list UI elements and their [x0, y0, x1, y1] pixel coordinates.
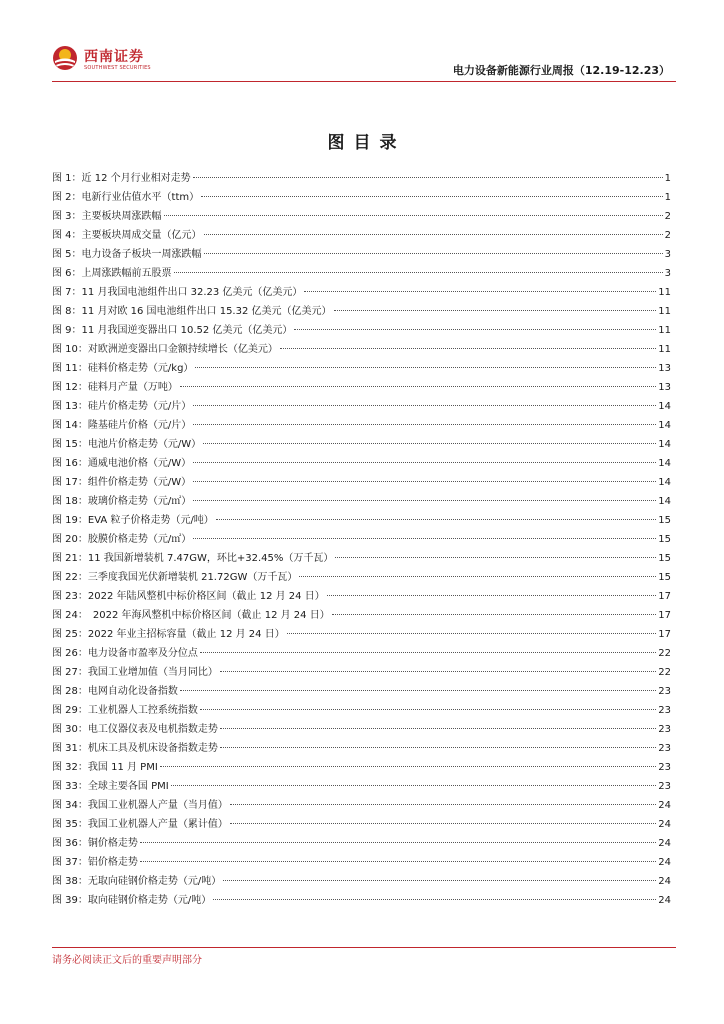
toc-dot-leader: [174, 272, 663, 273]
toc-entry[interactable]: [52, 815, 671, 834]
toc-entry-page: 2: [664, 230, 671, 241]
sun-logo-icon: [52, 45, 78, 71]
toc-entry-label: 图 2：电新行业估值水平（ttm）: [52, 192, 200, 203]
toc-entry-label: 图 8：11 月对欧 16 国电池组件出口 15.32 亿美元（亿美元）: [52, 306, 332, 317]
toc-dot-leader: [164, 215, 663, 216]
toc-entry[interactable]: [52, 207, 671, 226]
toc-entry-page: 11: [658, 344, 671, 355]
toc-dot-leader: [299, 576, 656, 577]
toc-entry-label: 图 23：2022 年陆风整机中标价格区间（截止 12 月 24 日）: [52, 591, 325, 602]
toc-dot-leader: [180, 386, 656, 387]
toc-entry[interactable]: [52, 568, 671, 587]
toc-entry-label: 图 7：11 月我国电池组件出口 32.23 亿美元（亿美元）: [52, 287, 303, 298]
toc-entry-label: 图 35：我国工业机器人产量（累计值）: [52, 819, 228, 830]
toc-entry-label: 图 14：隆基硅片价格（元/片）: [52, 420, 192, 431]
footer-disclaimer: 请务必阅读正文后的重要声明部分: [52, 955, 202, 966]
toc-dot-leader: [140, 861, 656, 862]
toc-entry-label: 图 31：机床工具及机床设备指数走势: [52, 743, 218, 754]
toc-dot-leader: [193, 424, 656, 425]
toc-entry-label: 图 18：玻璃价格走势（元/㎡）: [52, 496, 192, 507]
toc-entry-page: 23: [658, 781, 671, 792]
toc-entry-label: 图 25：2022 年业主招标容量（截止 12 月 24 日）: [52, 629, 285, 640]
toc-entry-page: 17: [658, 629, 671, 640]
toc-entry-page: 24: [658, 857, 671, 868]
page-header: [52, 40, 676, 80]
toc-entry[interactable]: [52, 625, 671, 644]
toc-dot-leader: [220, 728, 656, 729]
toc-entry[interactable]: [52, 872, 671, 891]
toc-entry-page: 24: [658, 838, 671, 849]
toc-entry[interactable]: [52, 245, 671, 264]
toc-dot-leader: [287, 633, 657, 634]
toc-entry-label: 图 11：硅料价格走势（元/kg）: [52, 363, 194, 374]
toc-entry[interactable]: [52, 283, 671, 302]
toc-dot-leader: [180, 690, 656, 691]
toc-entry[interactable]: [52, 454, 671, 473]
toc-entry[interactable]: [52, 302, 671, 321]
toc-entry[interactable]: [52, 796, 671, 815]
toc-entry-label: 图 30：电工仪器仪表及电机指数走势: [52, 724, 218, 735]
toc-entry-label: 图 4：主要板块周成交量（亿元）: [52, 230, 202, 241]
toc-entry-page: 11: [658, 325, 671, 336]
toc-dot-leader: [193, 405, 656, 406]
toc-entry-page: 17: [658, 591, 671, 602]
toc-dot-leader: [200, 709, 656, 710]
toc-entry-label: 图 16：通威电池价格（元/W）: [52, 458, 192, 469]
toc-entry-label: 图 17：组件价格走势（元/W）: [52, 477, 192, 488]
toc-entry-page: 22: [658, 648, 671, 659]
toc-entry-page: 23: [658, 724, 671, 735]
toc-dot-leader: [193, 177, 663, 178]
toc-entry-page: 1: [664, 173, 671, 184]
toc-entry[interactable]: [52, 264, 671, 283]
toc-dot-leader: [201, 196, 663, 197]
toc-entry[interactable]: [52, 853, 671, 872]
toc-entry-label: 图 36：铜价格走势: [52, 838, 138, 849]
toc-entry[interactable]: [52, 321, 671, 340]
header-divider: [52, 81, 676, 82]
toc-entry-page: 14: [658, 458, 671, 469]
toc-dot-leader: [160, 766, 656, 767]
toc-entry[interactable]: [52, 530, 671, 549]
toc-entry-label: 图 29：工业机器人工控系统指数: [52, 705, 198, 716]
toc-dot-leader: [220, 671, 656, 672]
toc-entry[interactable]: [52, 720, 671, 739]
toc-dot-leader: [193, 538, 656, 539]
footer-divider: [52, 947, 676, 948]
toc-dot-leader: [193, 481, 656, 482]
toc-entry[interactable]: [52, 891, 671, 910]
toc-entry-label: 图 5：电力设备子板块一周涨跌幅: [52, 249, 202, 260]
toc-entry[interactable]: [52, 549, 671, 568]
toc-entry-page: 15: [658, 553, 671, 564]
toc-entry[interactable]: [52, 701, 671, 720]
toc-entry[interactable]: [52, 834, 671, 853]
toc-entry[interactable]: [52, 492, 671, 511]
toc-entry[interactable]: [52, 606, 671, 625]
brand-name-cn: 西南证券: [84, 49, 144, 65]
toc-entry[interactable]: [52, 511, 671, 530]
toc-entry-label: 图 24： 2022 年海风整机中标价格区间（截止 12 月 24 日）: [52, 610, 330, 621]
toc-entry[interactable]: [52, 682, 671, 701]
toc-entry-page: 23: [658, 743, 671, 754]
toc-entry-label: 图 9：11 月我国逆变器出口 10.52 亿美元（亿美元）: [52, 325, 293, 336]
toc-entry[interactable]: [52, 226, 671, 245]
toc-entry-label: 图 3：主要板块周涨跌幅: [52, 211, 162, 222]
toc-dot-leader: [171, 785, 657, 786]
toc-entry-page: 17: [658, 610, 671, 621]
toc-entry-label: 图 27：我国工业增加值（当月同比）: [52, 667, 218, 678]
toc-entry[interactable]: [52, 188, 671, 207]
toc-entry[interactable]: [52, 777, 671, 796]
toc-entry-page: 2: [664, 211, 671, 222]
toc-entry-page: 14: [658, 477, 671, 488]
toc-dot-leader: [193, 462, 656, 463]
toc-entry-page: 11: [658, 306, 671, 317]
toc-entry-label: 图 20：胶膜价格走势（元/㎡）: [52, 534, 192, 545]
toc-entry-page: 22: [658, 667, 671, 678]
toc-entry-page: 14: [658, 401, 671, 412]
toc-entry-label: 图 13：硅片价格走势（元/片）: [52, 401, 192, 412]
toc-entry-page: 24: [658, 876, 671, 887]
toc-entry-label: 图 10：对欧洲逆变器出口金额持续增长（亿美元）: [52, 344, 278, 355]
toc-entry-page: 1: [664, 192, 671, 203]
toc-entry-page: 24: [658, 800, 671, 811]
toc-dot-leader: [230, 823, 656, 824]
toc-entry-label: 图 38：无取向硅钢价格走势（元/吨）: [52, 876, 222, 887]
toc-dot-leader: [204, 234, 663, 235]
brand-logo: [52, 43, 162, 77]
toc-entry-label: 图 15：电池片价格走势（元/W）: [52, 439, 202, 450]
toc-entry-page: 15: [658, 572, 671, 583]
toc-entry-label: 图 12：硅料月产量（万吨）: [52, 382, 178, 393]
toc-dot-leader: [220, 747, 656, 748]
toc-entry-page: 24: [658, 895, 671, 906]
toc-dot-leader: [335, 557, 656, 558]
toc-entry-page: 24: [658, 819, 671, 830]
toc-entry-label: 图 19：EVA 粒子价格走势（元/吨）: [52, 515, 214, 526]
toc-dot-leader: [195, 367, 656, 368]
toc-dot-leader: [200, 652, 656, 653]
toc-entry-page: 13: [658, 382, 671, 393]
toc-dot-leader: [223, 880, 656, 881]
toc-entry[interactable]: [52, 473, 671, 492]
toc-entry-page: 14: [658, 496, 671, 507]
report-title: 电力设备新能源行业周报（12.19-12.23）: [452, 64, 670, 77]
toc-entry-label: 图 26：电力设备市盈率及分位点: [52, 648, 198, 659]
toc-entry-label: 图 34：我国工业机器人产量（当月值）: [52, 800, 228, 811]
toc-entry-page: 11: [658, 287, 671, 298]
toc-entry-label: 图 1：近 12 个月行业相对走势: [52, 173, 191, 184]
toc-entry-label: 图 39：取向硅钢价格走势（元/吨）: [52, 895, 212, 906]
toc-dot-leader: [334, 310, 657, 311]
toc-entry-page: 23: [658, 686, 671, 697]
toc-entry-page: 14: [658, 439, 671, 450]
toc-entry-page: 13: [658, 363, 671, 374]
figure-toc-list: [52, 169, 671, 910]
toc-entry-label: 图 28：电网自动化设备指数: [52, 686, 178, 697]
toc-entry-page: 15: [658, 534, 671, 545]
toc-dot-leader: [204, 253, 663, 254]
toc-dot-leader: [327, 595, 657, 596]
toc-entry-page: 23: [658, 705, 671, 716]
toc-entry-label: 图 22：三季度我国光伏新增装机 21.72GW（万千瓦）: [52, 572, 298, 583]
toc-dot-leader: [280, 348, 656, 349]
toc-dot-leader: [230, 804, 656, 805]
toc-dot-leader: [332, 614, 657, 615]
brand-name-en: SOUTHWEST SECURITIES: [84, 65, 151, 71]
toc-entry[interactable]: [52, 758, 671, 777]
toc-entry[interactable]: [52, 644, 671, 663]
toc-dot-leader: [193, 500, 656, 501]
toc-entry-page: 23: [658, 762, 671, 773]
toc-heading: 图目录: [327, 133, 406, 153]
toc-dot-leader: [216, 519, 656, 520]
toc-entry-page: 15: [658, 515, 671, 526]
toc-entry-label: 图 32：我国 11 月 PMI: [52, 762, 158, 773]
toc-dot-leader: [140, 842, 656, 843]
toc-dot-leader: [294, 329, 656, 330]
toc-entry-label: 图 21：11 我国新增装机 7.47GW，环比+32.45%（万千瓦）: [52, 553, 334, 564]
toc-entry-page: 3: [664, 249, 671, 260]
toc-entry[interactable]: [52, 359, 671, 378]
toc-entry-page: 3: [664, 268, 671, 279]
toc-entry-label: 图 33：全球主要各国 PMI: [52, 781, 169, 792]
toc-entry[interactable]: [52, 739, 671, 758]
toc-entry[interactable]: [52, 169, 671, 188]
toc-entry-label: 图 37：铝价格走势: [52, 857, 138, 868]
toc-entry[interactable]: [52, 587, 671, 606]
toc-entry[interactable]: [52, 416, 671, 435]
toc-dot-leader: [304, 291, 656, 292]
toc-entry[interactable]: [52, 435, 671, 454]
toc-entry[interactable]: [52, 397, 671, 416]
toc-entry[interactable]: [52, 340, 671, 359]
toc-entry-page: 14: [658, 420, 671, 431]
toc-dot-leader: [213, 899, 656, 900]
toc-entry-label: 图 6：上周涨跌幅前五股票: [52, 268, 172, 279]
toc-entry[interactable]: [52, 378, 671, 397]
toc-dot-leader: [203, 443, 656, 444]
toc-entry[interactable]: [52, 663, 671, 682]
